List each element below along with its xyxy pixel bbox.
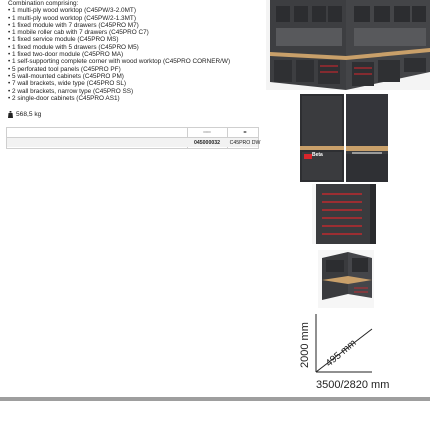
code-icon: ▭▭ — [203, 129, 211, 134]
combination-item: • 1 fixed module with 7 drawers (C45PRO M7) — [8, 21, 139, 29]
combination-item: • 1 fixed two-door module (C45PRO MA) — [8, 51, 124, 59]
combination-list — [8, 0, 278, 102]
combination-item: • 7 wall brackets, wide type (C45PRO SL) — [8, 80, 127, 88]
weight-value: 568,5 kg — [16, 111, 42, 118]
weight-label — [8, 111, 41, 118]
width-dimension: 3500/2820 mm — [316, 379, 390, 391]
handle-detail-photo — [346, 94, 388, 182]
combination-item: • 2 wall brackets, narrow type (C45PRO SS) — [8, 87, 134, 95]
table-header — [7, 128, 258, 138]
combination-item: • 1 multi-ply wood worktop (C45PW/3-2.0MT) — [8, 7, 136, 15]
combination-item: • 1 fixed module with 5 drawers (C45PRO M5) — [8, 43, 139, 51]
corner-photo — [318, 250, 374, 308]
workshop-photo — [266, 0, 430, 90]
product-code: 045000032 — [194, 140, 220, 146]
combination-item: • 1 mobile roller cab with 7 drawers (C45PRO C7) — [8, 29, 149, 37]
height-dimension: 2000 mm — [299, 322, 311, 368]
brand-logo: Beta — [312, 152, 323, 158]
module-detail-photo — [300, 94, 344, 182]
depth-dimension: 495 mm — [323, 337, 359, 370]
footer-rule — [0, 397, 430, 401]
combination-items — [8, 7, 278, 102]
article-icon: ◂▸ — [242, 129, 247, 134]
drawers-photo — [312, 184, 376, 244]
combination-item: • 1 fixed service module (C45PRO MS) — [8, 36, 119, 44]
combination-item: • 5 wall-mounted cabinets (C45PRO PM) — [8, 72, 124, 80]
combination-title: Combination comprising: — [8, 0, 79, 7]
weight-icon — [8, 111, 13, 118]
combination-item: • 1 self-supporting complete corner with wood worktop (C45PRO CORNER/W) — [8, 58, 231, 66]
combination-item: • 5 perforated tool panels (C45PRO PF) — [8, 65, 121, 73]
article-number: C45PRO DW — [229, 140, 261, 146]
table-row[interactable] — [7, 138, 261, 147]
combination-item: • 2 single-door cabinets (C45PRO AS1) — [8, 94, 120, 102]
product-table — [6, 127, 259, 149]
dimensions-diagram — [296, 312, 396, 392]
combination-item: • 1 multi-ply wood worktop (C45PW/2-1.3MT) — [8, 14, 136, 22]
